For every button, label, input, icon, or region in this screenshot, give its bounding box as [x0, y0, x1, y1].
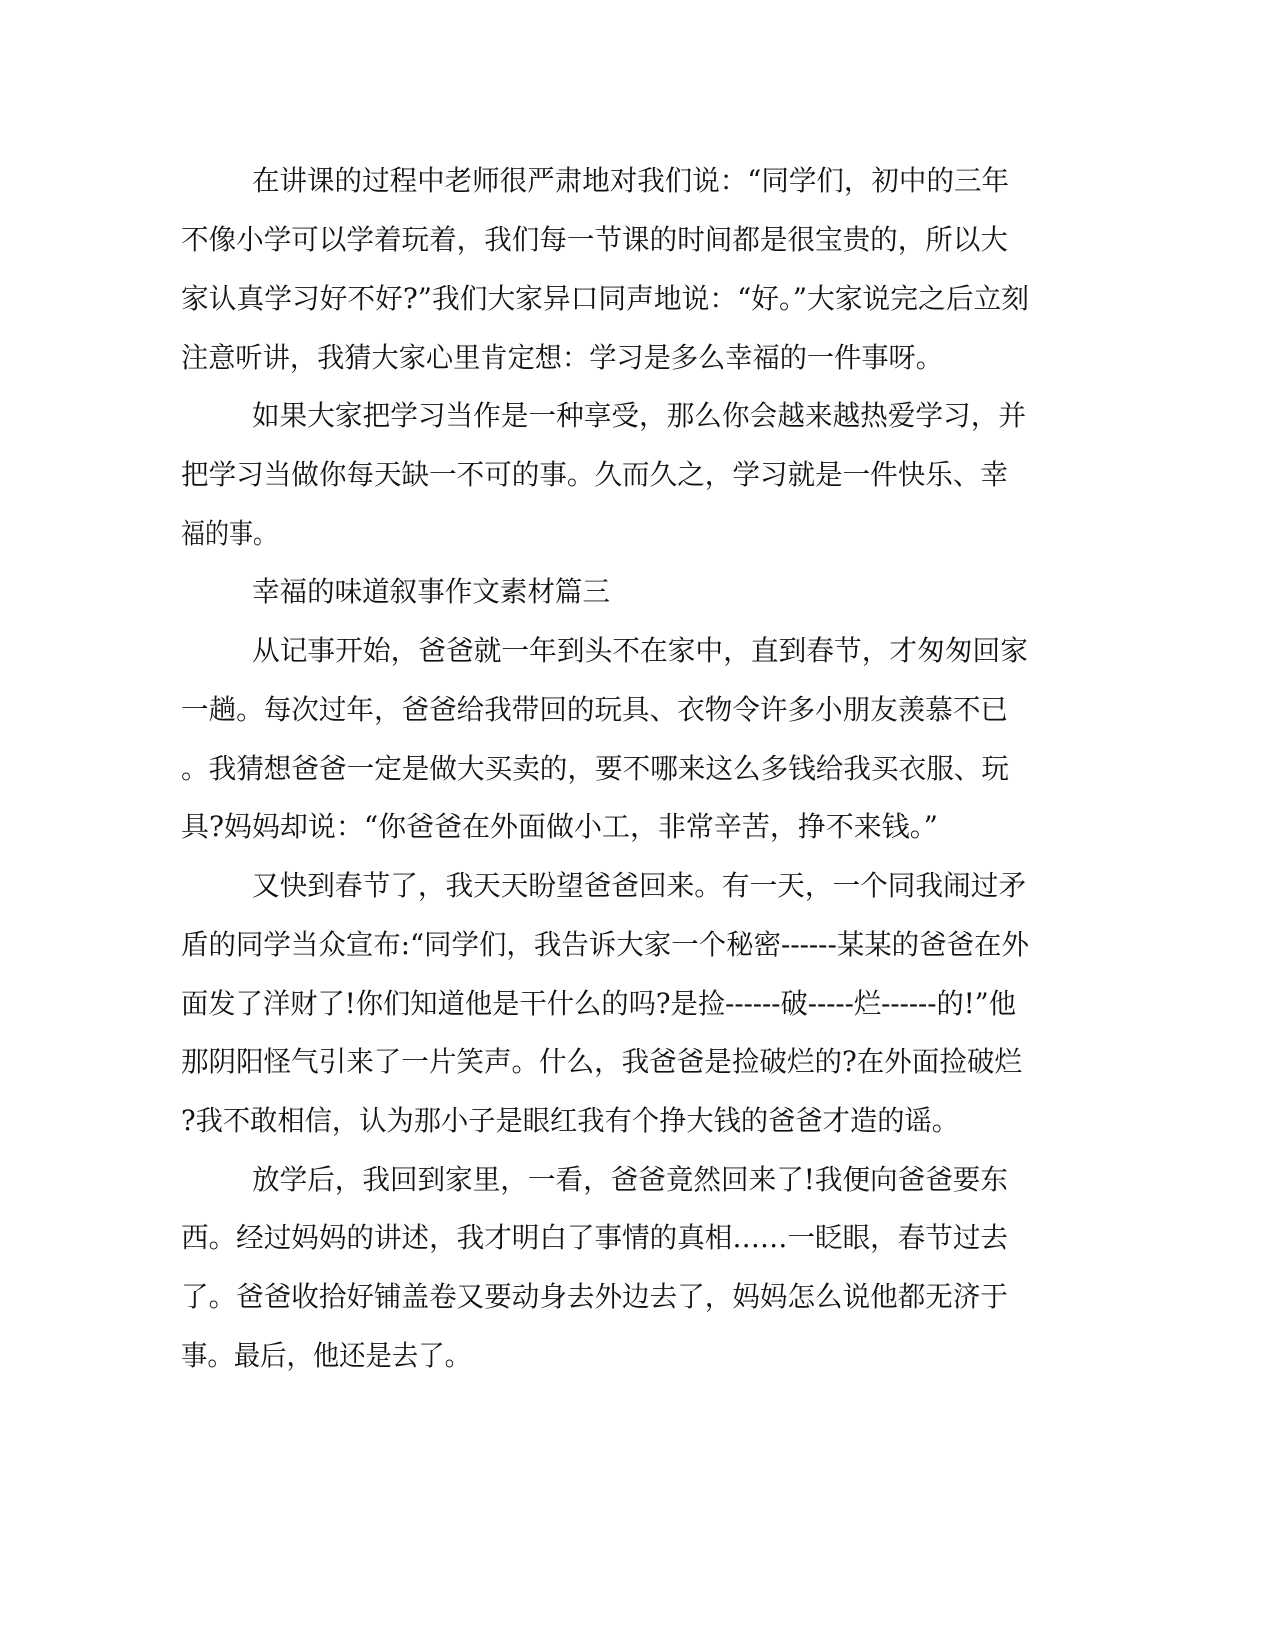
text-line-content: 又快到春节了，我天天盼望爸爸回来。有一天，一个同我闹过矛: [252, 869, 1026, 902]
text-line-content: 把学习当做你每天缺一不可的事。久而久之，学习就是一件快乐、幸: [181, 458, 1008, 491]
text-line-content: 福的事。: [181, 517, 277, 550]
text-line-content: 家认真学习好不好?”我们大家异口同声地说：“好。”大家说完之后立刻: [181, 282, 1029, 315]
text-line-content: 不像小学可以学着玩着，我们每一节课的时间都是很宝贵的，所以大: [181, 223, 1008, 256]
text-line-content: 。我猜想爸爸一定是做大买卖的，要不哪来这么多钱给我买衣服、玩: [181, 752, 1009, 785]
text-line-content: 幸福的味道叙事作文素材篇三: [252, 575, 610, 608]
text-line-content: 在讲课的过程中老师很严肃地对我们说：“同学们，初中的三年: [252, 164, 1009, 197]
text-line-content: 面发了洋财了!你们知道他是干什么的吗?是捡------破-----烂------的!”他: [181, 987, 1016, 1020]
text-line-content: 放学后，我回到家里，一看，爸爸竟然回来了!我便向爸爸要东: [252, 1163, 1008, 1196]
text-line-content: 事。最后，他还是去了。: [181, 1339, 471, 1372]
text-line-content: 从记事开始，爸爸就一年到头不在家中，直到春节，才匆匆回家: [252, 634, 1028, 667]
text-line-content: 如果大家把学习当作是一种享受，那么你会越来越热爱学习，并: [252, 399, 1026, 432]
text-line-content: 那阴阳怪气引来了一片笑声。什么，我爸爸是捡破烂的?在外面捡破烂: [181, 1045, 1022, 1078]
text-line-content: 西。经过妈妈的讲述，我才明白了事情的真相……一眨眼，春节过去: [181, 1221, 1008, 1254]
text-line-content: 一趟。每次过年，爸爸给我带回的玩具、衣物令许多小朋友羡慕不已: [181, 693, 1008, 726]
text-line-content: 盾的同学当众宣布:“同学们，我告诉大家一个秘密------某某的爸爸在外: [181, 928, 1029, 961]
text-line-content: 了。爸爸收拾好铺盖卷又要动身去外边去了，妈妈怎么说他都无济于: [181, 1280, 1008, 1313]
text-line-content: 具?妈妈却说：“你爸爸在外面做小工，非常辛苦，挣不来钱。”: [181, 810, 938, 843]
text-line-content: ?我不敢相信，认为那小子是眼红我有个挣大钱的爸爸才造的谣。: [181, 1104, 959, 1137]
text-line-content: 注意听讲，我猜大家心里肯定想：学习是多么幸福的一件事呀。: [181, 341, 943, 374]
